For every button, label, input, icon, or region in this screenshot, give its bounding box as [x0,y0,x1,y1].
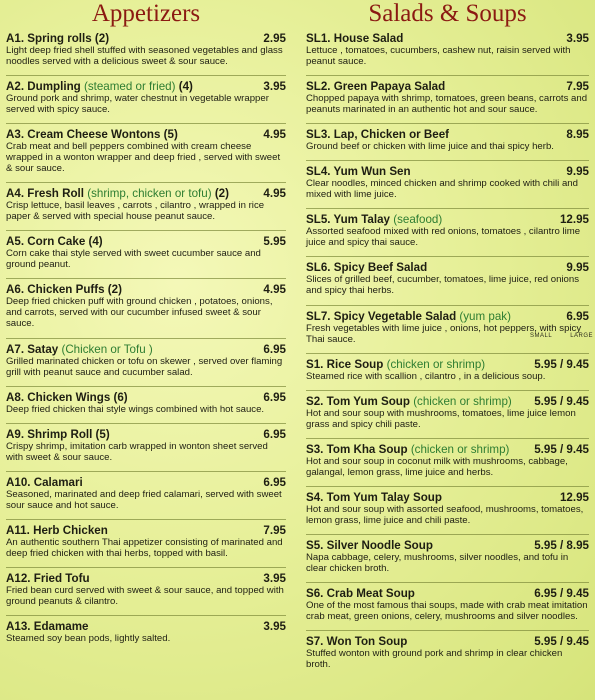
item-code: SL4. [306,165,331,179]
item-description: Grilled marinated chicken or tofu on skewer , served over flaming grill with peanut sauce and cucumber salad. [6,355,283,378]
item-name: Yum Talay [333,213,390,227]
appetizer-item [6,476,286,511]
item-code: S7. [306,635,324,649]
item-divider [306,630,589,631]
item-name: Dumpling [27,80,81,94]
item-quantity: (4) [178,80,193,94]
item-description: Deep fried chicken puff with ground chicken , potatoes, onions, and carrots, served with our cucumber infused sweet & sour sauce. [6,296,273,330]
item-code: A5. [6,235,25,249]
item-name: Spring rolls (2) [27,32,110,45]
item-name: Shrimp Roll (5) [27,427,110,441]
item-divider [6,386,286,387]
item-name: House Salad [333,32,404,45]
salad-soup-item [306,443,589,478]
item-code: SL3. [306,128,331,142]
appetizers-list [6,32,286,644]
item-code: A8. [6,390,25,404]
appetizers-column [6,0,286,652]
salad-soup-item [306,165,589,200]
item-code: SL7. [306,309,331,323]
item-price: 2.95 [263,32,286,45]
appetizer-item [6,80,286,115]
salads-soups-list [306,32,589,670]
item-description: Fresh vegetables with lime juice , onions, hot peppers, with spicy Thai sauce. [306,322,582,345]
appetizer-item [6,32,286,67]
item-price: 6.95 [263,475,286,489]
salads-soups-column [306,0,589,678]
item-divider [306,582,589,583]
size-large-label: LARGE [570,333,594,339]
item-name: Edamame [33,620,89,634]
item-description: Fried bean curd served with sweet & sour sauce, and topped with ground peanuts & cilantro. [6,585,284,608]
item-divider [6,338,286,339]
salad-soup-item [306,491,589,526]
item-code: SL1. [306,32,331,45]
item-name: Chicken Puffs (2) [27,283,122,297]
item-price: 5.95 / 9.45 [534,442,589,456]
item-description: Deep fried chicken thai style wings combined with hot sauce. [6,403,265,415]
appetizer-item [6,343,286,378]
item-code: A4. [6,187,25,201]
item-price: 3.95 [263,620,286,634]
appetizers-heading: Appetizers [91,0,201,27]
item-price: 6.95 [566,309,589,323]
salad-soup-item [306,128,589,152]
item-code: S1. [306,357,324,371]
item-divider [306,123,589,124]
item-name: Silver Noodle Soup [326,539,433,553]
item-description: Slices of grilled beef, cucumber, tomatoes, lime juice, red onions and spicy thai herbs. [306,274,580,297]
item-description: Steamed rice with scallion , cilantro , in a delicious soup. [306,370,546,382]
item-description: Hot and sour soup with mushrooms, tomatoes, lime juice lemon grass and spicy chili paste. [306,407,576,430]
item-price: 6.95 [263,427,286,441]
item-divider [306,208,589,209]
item-divider [6,230,286,231]
appetizer-item [6,235,286,270]
item-price: 7.95 [263,523,286,537]
item-name: Corn Cake (4) [27,235,103,249]
item-price: 5.95 / 9.45 [534,357,589,371]
item-price: 8.95 [566,128,589,142]
appetizer-item [6,283,286,329]
item-name: Fried Tofu [33,572,90,586]
item-qualifier: (shrimp, chicken or tofu) [87,187,212,201]
item-description: One of the most famous thai soups, made with crab meat imitation crab meat, green onions, celery, mushrooms and silver noodles. [306,600,588,623]
item-price: 5.95 / 9.45 [534,635,589,649]
item-divider [306,75,589,76]
item-divider [6,123,286,124]
item-code: A12. [6,572,31,586]
size-small-label: SMALL [530,333,553,339]
item-description: Lettuce , tomatoes, cucumbers, cashew nut, raisin served with peanut sauce. [306,45,571,67]
item-code: S5. [306,539,324,553]
item-price: 4.95 [263,187,286,201]
item-description: Ground beef or chicken with lime juice and thai spicy herb. [306,141,554,153]
item-divider [306,486,589,487]
item-name: Lap, Chicken or Beef [333,128,450,142]
item-qualifier: (Chicken or Tofu ) [61,342,153,356]
item-description: Chopped papaya with shrimp, tomatoes, green beans, carrots and peanuts marinated in an authentic hot and sour sauce. [306,93,588,116]
item-name: Green Papaya Salad [333,80,446,94]
item-code: A2. [6,80,25,94]
item-description: Clear noodles, minced chicken and shrimp cooked with chili and mixed with lime juice. [306,178,578,201]
item-name: Crab Meat Soup [326,587,415,601]
item-description: Light deep fried shell stuffed with seasoned vegetables and glass noodles served with a delicious sweet & sour sauce. [6,45,283,67]
salad-soup-item [306,310,589,345]
appetizer-item [6,524,286,559]
item-name: Satay [27,342,59,356]
item-price: 3.95 [566,32,589,45]
item-price: 9.95 [566,261,589,275]
item-code: A3. [6,128,25,142]
item-qualifier: (steamed or fried) [83,80,176,94]
item-price: 4.95 [263,283,286,297]
item-description: Crisp lettuce, basil leaves , carrots , cilantro , wrapped in rice paper & served with special house peanut sauce. [6,200,265,223]
item-code: SL5. [306,213,331,227]
item-name: Herb Chicken [33,523,108,537]
item-description: Crab meat and bell peppers combined with cream cheese wrapped in a wonton wrapper and deep fried , served with sweet & sour sauce. [6,141,281,175]
item-quantity: (2) [214,187,229,201]
size-labels [530,333,595,339]
item-code: A13. [6,620,31,634]
salad-soup-item [306,587,589,622]
item-qualifier: (seafood) [393,213,443,227]
item-price: 7.95 [566,80,589,94]
item-name: Yum Wun Sen [333,165,411,179]
salad-soup-item [306,213,589,248]
appetizer-item [6,428,286,463]
item-description: Ground pork and shrimp, water chestnut in vegetable wrapper served with spicy sauce. [6,93,269,116]
item-divider [306,160,589,161]
item-code: S3. [306,442,324,456]
item-description: Crispy shrimp, imitation carb wrapped in wonton sheet served with sweet & sour sauce. [6,440,268,463]
item-divider [6,519,286,520]
item-description: Steamed soy bean pods, lightly salted. [6,633,171,645]
item-name: Tom Kha Soup [326,442,408,456]
item-name: Won Ton Soup [326,635,408,649]
item-divider [6,615,286,616]
item-code: SL6. [306,261,331,275]
item-price: 12.95 [559,490,589,504]
item-description: Napa cabbage, celery, mushrooms, silver noodles, and tofu in clear chicken broth. [306,552,569,575]
item-code: SL2. [306,80,331,94]
salads-soups-heading: Salads & Soups [368,0,527,27]
item-price: 4.95 [263,128,286,142]
salad-soup-item [306,539,589,574]
item-divider [306,353,589,354]
item-divider [6,75,286,76]
item-divider [306,534,589,535]
item-description: Corn cake thai style served with sweet cucumber sauce and ground peanut. [6,248,261,271]
item-divider [6,182,286,183]
item-code: A10. [6,475,31,489]
item-code: A7. [6,342,25,356]
item-divider [6,278,286,279]
salad-soup-item [306,32,589,67]
item-code: S2. [306,394,324,408]
item-name: Rice Soup [326,357,384,371]
item-divider [306,305,589,306]
item-qualifier: (chicken or shrimp) [386,357,486,371]
appetizer-item [6,572,286,607]
salad-soup-item [306,358,589,382]
item-qualifier: (chicken or shrimp) [413,394,512,408]
item-name: Cream Cheese Wontons (5) [27,128,178,142]
item-price: 12.95 [559,213,589,227]
salad-soup-item [306,80,589,115]
appetizer-item [6,128,286,174]
item-price: 3.95 [263,80,286,94]
item-code: S4. [306,490,324,504]
item-price: 9.95 [566,165,589,179]
item-price: 5.95 / 8.95 [534,539,589,553]
item-name: Chicken Wings (6) [27,390,128,404]
item-price: 5.95 / 9.45 [534,394,589,408]
item-name: Tom Yum Soup [326,394,410,408]
item-qualifier: (yum pak) [459,309,511,323]
appetizer-item [6,391,286,415]
item-name: Tom Yum Talay Soup [326,490,442,504]
item-description: Hot and sour soup in coconut milk with mushrooms, cabbage, galangal, lemon grass, lime juice and herbs. [306,455,568,478]
item-divider [6,423,286,424]
item-description: An authentic southern Thai appetizer consisting of marinated and deep fried chicken with thai herbs, topped with basil. [6,536,283,559]
item-name: Spicy Beef Salad [333,261,428,275]
item-divider [6,471,286,472]
item-divider [306,390,589,391]
item-divider [306,438,589,439]
appetizer-item [6,187,286,222]
item-qualifier: (chicken or shrimp) [410,442,510,456]
item-price: 6.95 [263,390,286,404]
item-name: Spicy Vegetable Salad [333,309,457,323]
item-description: Stuffed wonton with ground pork and shrimp in clear chicken broth. [306,648,563,671]
item-description: Assorted seafood mixed with red onions, tomatoes , cilantro lime juice and spicy thai sauce. [306,226,581,249]
salad-soup-item [306,261,589,296]
item-price: 6.95 / 9.45 [534,587,589,601]
item-code: A1. [6,32,25,45]
item-code: A6. [6,283,25,297]
item-code: S6. [306,587,324,601]
item-description: Hot and sour soup with assorted seafood, mushrooms, tomatoes, lemon grass, lime juice and chili paste. [306,503,584,526]
item-name: Calamari [33,475,83,489]
salad-soup-item [306,635,589,670]
item-price: 6.95 [263,342,286,356]
item-price: 3.95 [263,572,286,586]
item-code: A9. [6,427,25,441]
item-name: Fresh Roll [27,187,84,201]
item-price: 5.95 [263,235,286,249]
item-divider [6,567,286,568]
item-code: A11. [6,523,30,537]
item-divider [306,256,589,257]
salad-soup-item [306,395,589,430]
item-description: Seasoned, marinated and deep fried calamari, served with sweet sour sauce and hot sauce. [6,488,282,511]
appetizer-item [6,620,286,644]
